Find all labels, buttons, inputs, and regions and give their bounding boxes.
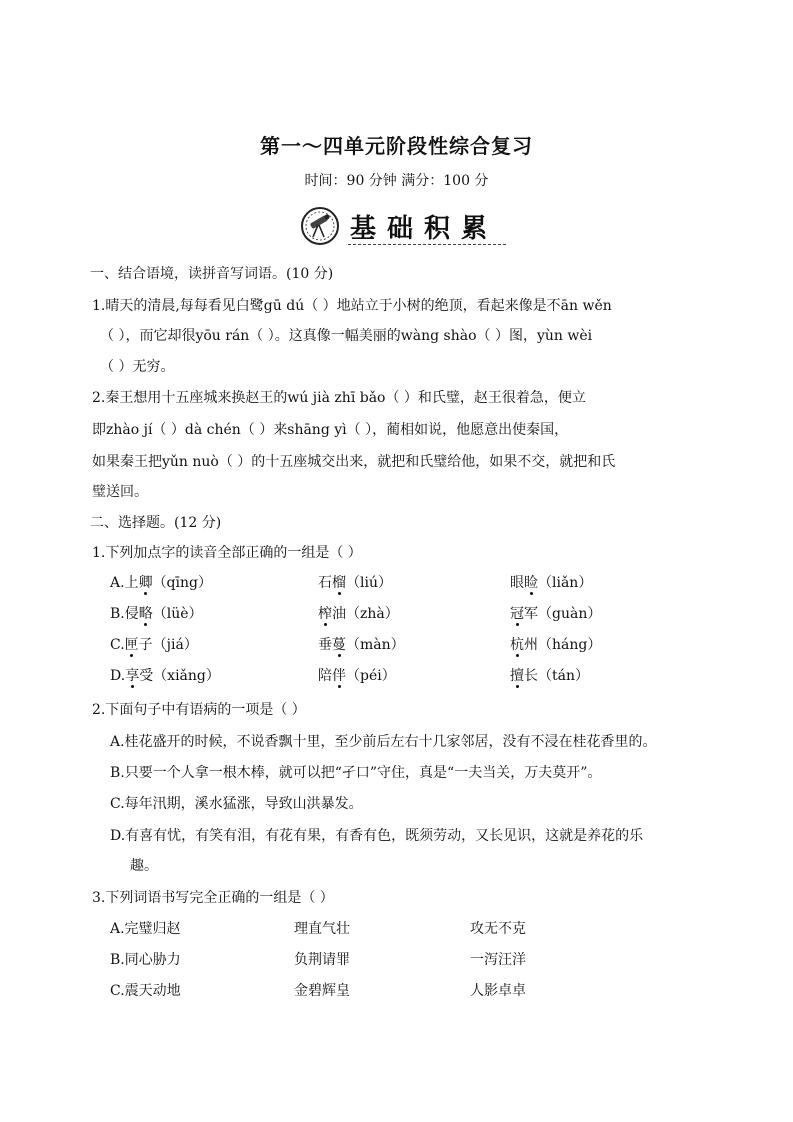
s1-line-7: 璧送回。 — [92, 484, 148, 500]
q1-option-b3: 冠军（guàn） — [510, 606, 602, 622]
q1-option-d3: 擅长（tán） — [510, 668, 589, 684]
q3-cell: 负荆请罪 — [294, 952, 350, 968]
q2-option-d-cont: 趣。 — [130, 858, 158, 874]
section2-heading: 二、选择题。(12 分) — [90, 515, 222, 531]
q3-cell: A.完璧归赵 — [110, 921, 181, 937]
q3-cell: 人影卓卓 — [470, 983, 526, 999]
page-title: 第一～四单元阶段性综合复习 — [260, 134, 533, 158]
q1-option-c2: 垂蔓（màn） — [318, 637, 405, 653]
q3-cell: 理直气壮 — [294, 921, 350, 937]
q1-option-d: D.享受（xiǎng） — [110, 668, 220, 684]
q1-stem: 1.下列加点字的读音全部正确的一组是（ ） — [92, 545, 362, 561]
q1-option-c3: 杭州（háng） — [510, 637, 602, 653]
q1-option-a2: 石榴（liú） — [318, 575, 392, 591]
q1-option-a3: 眼睑（liǎn） — [510, 575, 593, 591]
q1-option-c: C.匣子（jiá） — [110, 637, 198, 653]
telescope-icon — [300, 206, 340, 246]
s1-line-2: （ ），而它却很yōu rán（ ）。这真像一幅美丽的wàng shào（ ）图，yùn wèi — [100, 328, 593, 344]
section1-heading: 一、结合语境，读拼音写词语。(10 分) — [90, 266, 334, 282]
q1-option-b: B.侵略（lüè） — [110, 606, 203, 622]
q2-option-b: B.只要一个人拿一根木棒，就可以把“孑口”守住，真是“一夫当关，万夫莫开”。 — [110, 765, 602, 781]
q3-cell: 攻无不克 — [470, 921, 526, 937]
q2-option-a: A.桂花盛开的时候，不说香飘十里，至少前后左右十几家邻居，没有不浸在桂花香里的。 — [110, 734, 657, 750]
q1-option-a: A.上卿（qīng） — [110, 575, 212, 591]
s1-line-5: 即zhào jí（ ）dà chén（ ）来shāng yì（ ），蔺相如说，他愿意出使秦国， — [92, 422, 569, 438]
exam-info: 时间：90 分钟 满分：100 分 — [304, 173, 489, 189]
q2-option-c: C.每年汛期，溪水猛涨，导致山洪暴发。 — [110, 796, 363, 812]
q3-cell: C.震天动地 — [110, 983, 181, 999]
s1-line-3: （ ）无穷。 — [100, 359, 175, 375]
s1-line-1: 1.晴天的清晨,每每看见白鹭gū dú（ ）地站立于小树的绝顶，看起来像是不ān wěn — [92, 298, 612, 314]
q3-cell: B.同心胁力 — [110, 952, 181, 968]
q1-option-d2: 陪伴（péi） — [318, 668, 396, 684]
q3-cell: 金碧辉皇 — [294, 983, 350, 999]
s1-line-4: 2.秦王想用十五座城来换赵王的wú jià zhī bǎo（ ）和氏璧，赵王很着急，便立 — [92, 390, 586, 406]
section-banner — [300, 204, 510, 248]
banner-underline — [348, 244, 506, 245]
q3-cell: 一泻汪洋 — [470, 952, 526, 968]
q2-option-d: D.有喜有忧，有笑有泪，有花有果，有香有色，既须劳动，又长见识，这就是养花的乐 — [110, 828, 644, 844]
q3-stem: 3.下列词语书写完全正确的一组是（ ） — [92, 890, 334, 906]
q1-option-b2: 榨油（zhà） — [318, 606, 399, 622]
banner-title: 基础积累 — [350, 214, 499, 244]
s1-line-6: 如果秦王把yǔn nuò（ ）的十五座城交出来，就把和氏璧给他，如果不交，就把和氏 — [92, 454, 616, 470]
q2-stem: 2.下面句子中有语病的一项是（ ） — [92, 702, 306, 718]
